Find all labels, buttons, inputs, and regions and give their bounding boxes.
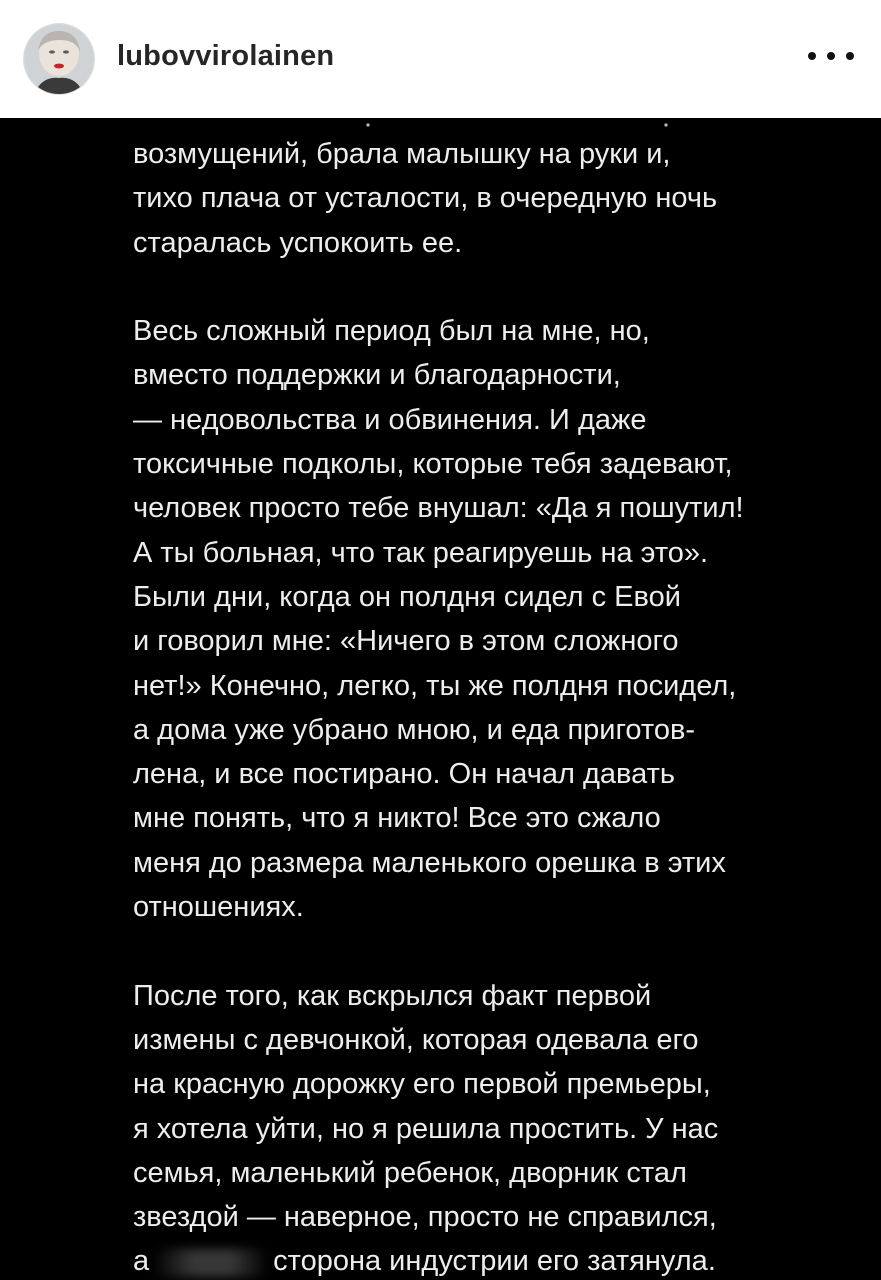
text-line: мне понять, что я никто! Все это сжало (133, 802, 661, 835)
text-line: тихо плача от усталости, в очередную ночь (133, 182, 718, 215)
username[interactable]: lubovvirolainen (117, 40, 335, 72)
text-line: нет!» Конечно, легко, ты же полдня посидел, (133, 669, 737, 702)
dot (846, 52, 854, 60)
post-header (0, 0, 881, 118)
text-line: лена, и все постирано. Он начал давать (133, 758, 676, 791)
post-text (133, 132, 744, 1280)
dot (808, 52, 816, 60)
text-line: отношениях. (133, 891, 304, 924)
text-line: и говорил мне: «Ничего в этом сложного (133, 625, 679, 658)
text-line: возмущений, брала малышку на руки и, (133, 138, 671, 170)
text-line: вместо поддержки и благодарности, (133, 359, 621, 392)
text-line: измены с девчонкой, которая одевала его (133, 1023, 699, 1056)
blurred-redaction (153, 1249, 269, 1277)
text-line: После того, как вскрылся факт первой (133, 979, 652, 1012)
text-line: старалась успокоить ее. (133, 226, 463, 259)
text-line: Были дни, когда он полдня сидел с Евой (133, 580, 681, 613)
text-line: Весь сложный период был на мне, но, (133, 315, 650, 348)
paragraph-gap (133, 265, 744, 309)
text-line: меня до размера маленького орешка в этих (133, 846, 726, 879)
dot (827, 52, 835, 60)
post-image (0, 118, 881, 1280)
text-line: токсичные подколы, которые тебя задевают, (133, 448, 733, 481)
more-options-icon[interactable] (808, 44, 854, 68)
text-line-last (133, 1239, 744, 1280)
text-line: — недовольства и обвинения. И даже (133, 403, 647, 436)
text-line: звездой — наверное, просто не справился, (133, 1201, 717, 1234)
text-line: семья, маленький ребенок, дворник стал (133, 1156, 687, 1189)
text-line: а дома уже убрано мною, и еда приготов- (133, 713, 696, 746)
profile-photo-avatar-icon (24, 24, 94, 94)
paragraph-gap (133, 929, 744, 973)
text-fragment: сторона индустрии его затянула. (273, 1245, 716, 1278)
text-fragment: а (133, 1245, 150, 1278)
text-line: человек просто тебе внушал: «Да я пошутил! (133, 492, 744, 525)
text-line: А ты больная, что так реагируешь на это». (133, 536, 709, 569)
avatar[interactable] (24, 24, 94, 94)
text-line: я хотела уйти, но я решила простить. У нас (133, 1112, 719, 1145)
text-line: на красную дорожку его первой премьеры, (133, 1068, 711, 1101)
